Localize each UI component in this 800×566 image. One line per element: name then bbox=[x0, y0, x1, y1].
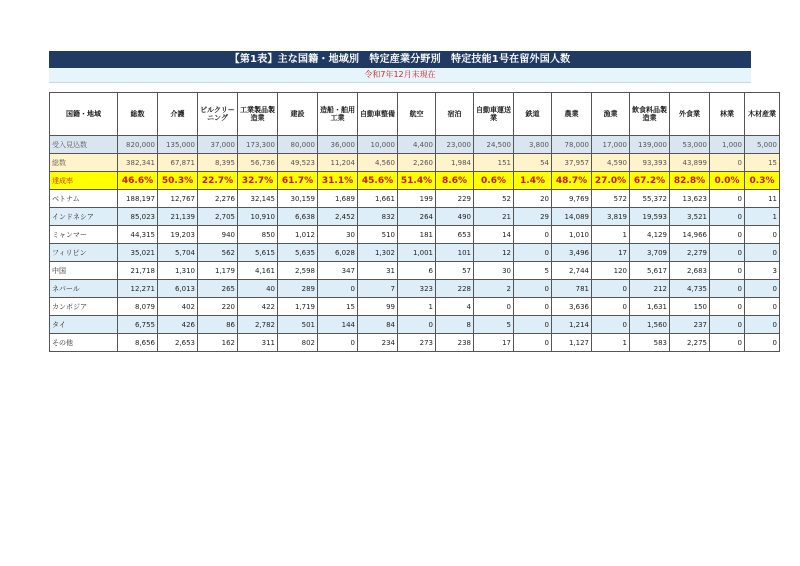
table-cell: 832 bbox=[358, 208, 398, 226]
table-cell: 23,000 bbox=[436, 136, 474, 154]
table-cell: 0 bbox=[710, 280, 745, 298]
table-row bbox=[50, 208, 780, 226]
table-cell: 9,769 bbox=[552, 190, 592, 208]
table-cell: 1,689 bbox=[318, 190, 358, 208]
table-cell: 55,372 bbox=[630, 190, 670, 208]
table-cell: 1,010 bbox=[552, 226, 592, 244]
table-cell: 15 bbox=[318, 298, 358, 316]
table-cell: 0 bbox=[514, 244, 552, 262]
row-label: タイ bbox=[50, 316, 118, 334]
table-cell: 0 bbox=[514, 334, 552, 352]
table-cell: 15 bbox=[745, 154, 780, 172]
table-cell: 17 bbox=[474, 334, 514, 352]
row-label: ベトナム bbox=[50, 190, 118, 208]
table-row bbox=[50, 298, 780, 316]
table-title: 【第1表】主な国籍・地域別 特定産業分野別 特定技能1号在留外国人数 bbox=[49, 51, 751, 68]
table-cell: 14 bbox=[474, 226, 514, 244]
table-cell: 56,736 bbox=[238, 154, 278, 172]
table-cell: 1,214 bbox=[552, 316, 592, 334]
table-cell: 32,145 bbox=[238, 190, 278, 208]
table-cell: 2 bbox=[474, 280, 514, 298]
table-cell: 0 bbox=[710, 316, 745, 334]
table-cell: 12,271 bbox=[118, 280, 158, 298]
table-cell: 2,705 bbox=[198, 208, 238, 226]
row-label: 中国 bbox=[50, 262, 118, 280]
table-cell: 1,631 bbox=[630, 298, 670, 316]
table-cell: 3,636 bbox=[552, 298, 592, 316]
table-cell: 3,496 bbox=[552, 244, 592, 262]
table-cell: 80,000 bbox=[278, 136, 318, 154]
table-cell: 228 bbox=[436, 280, 474, 298]
table-cell: 426 bbox=[158, 316, 198, 334]
table-cell: 0 bbox=[745, 226, 780, 244]
column-header: 造船・舶用工業 bbox=[318, 93, 358, 136]
table-cell: 0 bbox=[592, 316, 630, 334]
table-cell: 265 bbox=[198, 280, 238, 298]
table-cell: 6,755 bbox=[118, 316, 158, 334]
table-cell: 1,001 bbox=[398, 244, 436, 262]
table-cell: 52 bbox=[474, 190, 514, 208]
table-cell: 12 bbox=[474, 244, 514, 262]
table-cell: 0 bbox=[710, 298, 745, 316]
table-cell: 1,012 bbox=[278, 226, 318, 244]
table-cell: 1,661 bbox=[358, 190, 398, 208]
table-cell: 44,315 bbox=[118, 226, 158, 244]
table-cell: 199 bbox=[398, 190, 436, 208]
column-header: 農業 bbox=[552, 93, 592, 136]
column-header: 林業 bbox=[710, 93, 745, 136]
column-header: 工業製品製造業 bbox=[238, 93, 278, 136]
table-cell: 19,203 bbox=[158, 226, 198, 244]
table-cell: 21,718 bbox=[118, 262, 158, 280]
table-cell: 8,079 bbox=[118, 298, 158, 316]
table-cell: 1 bbox=[398, 298, 436, 316]
table-cell: 3,819 bbox=[592, 208, 630, 226]
table-cell: 27.0% bbox=[592, 172, 630, 190]
table-cell: 0 bbox=[710, 262, 745, 280]
table-cell: 1 bbox=[745, 208, 780, 226]
table-cell: 3,709 bbox=[630, 244, 670, 262]
table-cell: 2,279 bbox=[670, 244, 710, 262]
table-cell: 2,452 bbox=[318, 208, 358, 226]
table-cell: 5,615 bbox=[238, 244, 278, 262]
table-cell: 84 bbox=[358, 316, 398, 334]
table-cell: 0 bbox=[745, 280, 780, 298]
table-cell: 4,590 bbox=[592, 154, 630, 172]
table-cell: 220 bbox=[198, 298, 238, 316]
table-cell: 3 bbox=[745, 262, 780, 280]
table-cell: 13,623 bbox=[670, 190, 710, 208]
table-cell: 86 bbox=[198, 316, 238, 334]
table-cell: 8,656 bbox=[118, 334, 158, 352]
table-cell: 1,560 bbox=[630, 316, 670, 334]
table-cell: 30 bbox=[318, 226, 358, 244]
table-cell: 10,910 bbox=[238, 208, 278, 226]
table-cell: 229 bbox=[436, 190, 474, 208]
table-cell: 54 bbox=[514, 154, 552, 172]
column-header: 自動車運送業 bbox=[474, 93, 514, 136]
table-cell: 93,393 bbox=[630, 154, 670, 172]
table-cell: 323 bbox=[398, 280, 436, 298]
table-cell: 46.6% bbox=[118, 172, 158, 190]
table-cell: 653 bbox=[436, 226, 474, 244]
table-cell: 35,021 bbox=[118, 244, 158, 262]
table-cell: 0 bbox=[710, 154, 745, 172]
row-label: フィリピン bbox=[50, 244, 118, 262]
table-cell: 8,395 bbox=[198, 154, 238, 172]
table-cell: 6,013 bbox=[158, 280, 198, 298]
table-cell: 1,302 bbox=[358, 244, 398, 262]
table-cell: 0 bbox=[710, 208, 745, 226]
table-cell: 2,683 bbox=[670, 262, 710, 280]
table-cell: 173,300 bbox=[238, 136, 278, 154]
visa-holders-table bbox=[49, 92, 780, 352]
column-header: 総数 bbox=[118, 93, 158, 136]
table-cell: 17,000 bbox=[592, 136, 630, 154]
table-cell: 4,735 bbox=[670, 280, 710, 298]
table-row bbox=[50, 262, 780, 280]
table-cell: 162 bbox=[198, 334, 238, 352]
table-cell: 820,000 bbox=[118, 136, 158, 154]
table-cell: 1 bbox=[592, 226, 630, 244]
table-cell: 6 bbox=[398, 262, 436, 280]
table-cell: 572 bbox=[592, 190, 630, 208]
row-label: インドネシア bbox=[50, 208, 118, 226]
table-cell: 37,000 bbox=[198, 136, 238, 154]
table-cell: 48.7% bbox=[552, 172, 592, 190]
table-row bbox=[50, 226, 780, 244]
table-cell: 37,957 bbox=[552, 154, 592, 172]
table-cell: 0 bbox=[514, 316, 552, 334]
row-label: カンボジア bbox=[50, 298, 118, 316]
table-cell: 31.1% bbox=[318, 172, 358, 190]
table-cell: 29 bbox=[514, 208, 552, 226]
table-cell: 188,197 bbox=[118, 190, 158, 208]
table-subtitle: 令和7年12月末現在 bbox=[49, 68, 751, 83]
table-cell: 57 bbox=[436, 262, 474, 280]
table-cell: 0 bbox=[514, 280, 552, 298]
table-cell: 0.3% bbox=[745, 172, 780, 190]
table-cell: 0 bbox=[745, 298, 780, 316]
table-cell: 583 bbox=[630, 334, 670, 352]
table-cell: 14,966 bbox=[670, 226, 710, 244]
table-cell: 67,871 bbox=[158, 154, 198, 172]
table-cell: 135,000 bbox=[158, 136, 198, 154]
table-cell: 1,127 bbox=[552, 334, 592, 352]
table-cell: 31 bbox=[358, 262, 398, 280]
table-cell: 101 bbox=[436, 244, 474, 262]
table-cell: 43,899 bbox=[670, 154, 710, 172]
row-label: 総数 bbox=[50, 154, 118, 172]
table-cell: 850 bbox=[238, 226, 278, 244]
table-cell: 311 bbox=[238, 334, 278, 352]
table-cell: 53,000 bbox=[670, 136, 710, 154]
table-cell: 0 bbox=[514, 298, 552, 316]
table-cell: 24,500 bbox=[474, 136, 514, 154]
table-cell: 21,139 bbox=[158, 208, 198, 226]
table-cell: 5,617 bbox=[630, 262, 670, 280]
table-cell: 1,719 bbox=[278, 298, 318, 316]
table-cell: 2,598 bbox=[278, 262, 318, 280]
table-row bbox=[50, 334, 780, 352]
table-cell: 10,000 bbox=[358, 136, 398, 154]
table-cell: 49,523 bbox=[278, 154, 318, 172]
table-row bbox=[50, 172, 780, 190]
column-header: 宿泊 bbox=[436, 93, 474, 136]
table-cell: 4,560 bbox=[358, 154, 398, 172]
table-cell: 1,310 bbox=[158, 262, 198, 280]
table-cell: 14,089 bbox=[552, 208, 592, 226]
table-cell: 212 bbox=[630, 280, 670, 298]
table-cell: 0 bbox=[745, 316, 780, 334]
table-cell: 6,638 bbox=[278, 208, 318, 226]
table-cell: 234 bbox=[358, 334, 398, 352]
table-cell: 0 bbox=[745, 334, 780, 352]
table-cell: 289 bbox=[278, 280, 318, 298]
table-cell: 0 bbox=[710, 334, 745, 352]
row-label: 達成率 bbox=[50, 172, 118, 190]
table-cell: 4,400 bbox=[398, 136, 436, 154]
table-cell: 144 bbox=[318, 316, 358, 334]
table-row bbox=[50, 154, 780, 172]
table-cell: 0 bbox=[592, 280, 630, 298]
table-cell: 0 bbox=[710, 190, 745, 208]
table-cell: 2,653 bbox=[158, 334, 198, 352]
table-cell: 21 bbox=[474, 208, 514, 226]
table-cell: 6,028 bbox=[318, 244, 358, 262]
table-cell: 51.4% bbox=[398, 172, 436, 190]
row-label: その他 bbox=[50, 334, 118, 352]
table-cell: 139,000 bbox=[630, 136, 670, 154]
table-cell: 78,000 bbox=[552, 136, 592, 154]
table-cell: 82.8% bbox=[670, 172, 710, 190]
table-cell: 0 bbox=[592, 298, 630, 316]
table-cell: 422 bbox=[238, 298, 278, 316]
table-cell: 2,782 bbox=[238, 316, 278, 334]
column-header: 自動車整備 bbox=[358, 93, 398, 136]
table-cell: 0 bbox=[474, 298, 514, 316]
table-cell: 120 bbox=[592, 262, 630, 280]
table-cell: 85,023 bbox=[118, 208, 158, 226]
table-cell: 0 bbox=[745, 244, 780, 262]
table-cell: 8.6% bbox=[436, 172, 474, 190]
table-cell: 0.6% bbox=[474, 172, 514, 190]
table-cell: 99 bbox=[358, 298, 398, 316]
column-header: 介護 bbox=[158, 93, 198, 136]
header-row bbox=[50, 93, 780, 136]
table-cell: 5,635 bbox=[278, 244, 318, 262]
table-cell: 8 bbox=[436, 316, 474, 334]
table-cell: 17 bbox=[592, 244, 630, 262]
table-cell: 150 bbox=[670, 298, 710, 316]
table-cell: 40 bbox=[238, 280, 278, 298]
table-cell: 11,204 bbox=[318, 154, 358, 172]
row-label: ミャンマー bbox=[50, 226, 118, 244]
table-cell: 802 bbox=[278, 334, 318, 352]
column-header: 国籍・地域 bbox=[50, 93, 118, 136]
table-cell: 2,260 bbox=[398, 154, 436, 172]
column-header: 漁業 bbox=[592, 93, 630, 136]
table-cell: 3,800 bbox=[514, 136, 552, 154]
column-header: 鉄道 bbox=[514, 93, 552, 136]
table-cell: 264 bbox=[398, 208, 436, 226]
table-cell: 45.6% bbox=[358, 172, 398, 190]
table-cell: 2,275 bbox=[670, 334, 710, 352]
table-cell: 1,000 bbox=[710, 136, 745, 154]
table-cell: 50.3% bbox=[158, 172, 198, 190]
table-cell: 382,341 bbox=[118, 154, 158, 172]
table-cell: 1 bbox=[592, 334, 630, 352]
table-cell: 61.7% bbox=[278, 172, 318, 190]
table-cell: 273 bbox=[398, 334, 436, 352]
table-cell: 781 bbox=[552, 280, 592, 298]
table-cell: 0 bbox=[514, 226, 552, 244]
column-header: 木材産業 bbox=[745, 93, 780, 136]
table-cell: 562 bbox=[198, 244, 238, 262]
table-cell: 5,704 bbox=[158, 244, 198, 262]
table-cell: 237 bbox=[670, 316, 710, 334]
column-header: 飲食料品製造業 bbox=[630, 93, 670, 136]
column-header: 外食業 bbox=[670, 93, 710, 136]
table-cell: 0 bbox=[710, 244, 745, 262]
table-cell: 4,161 bbox=[238, 262, 278, 280]
table-cell: 19,593 bbox=[630, 208, 670, 226]
table-cell: 12,767 bbox=[158, 190, 198, 208]
table-cell: 32.7% bbox=[238, 172, 278, 190]
table-cell: 4,129 bbox=[630, 226, 670, 244]
table-cell: 1,984 bbox=[436, 154, 474, 172]
table-cell: 347 bbox=[318, 262, 358, 280]
row-label: ネパール bbox=[50, 280, 118, 298]
table-cell: 67.2% bbox=[630, 172, 670, 190]
table-cell: 2,276 bbox=[198, 190, 238, 208]
table-cell: 20 bbox=[514, 190, 552, 208]
table-cell: 30 bbox=[474, 262, 514, 280]
table-row bbox=[50, 316, 780, 334]
column-header: 航空 bbox=[398, 93, 436, 136]
table-row bbox=[50, 136, 780, 154]
table-cell: 5 bbox=[514, 262, 552, 280]
table-cell: 36,000 bbox=[318, 136, 358, 154]
table-cell: 490 bbox=[436, 208, 474, 226]
table-cell: 0 bbox=[398, 316, 436, 334]
table-cell: 151 bbox=[474, 154, 514, 172]
table-cell: 5,000 bbox=[745, 136, 780, 154]
table-cell: 940 bbox=[198, 226, 238, 244]
table-row bbox=[50, 244, 780, 262]
table-cell: 0 bbox=[318, 334, 358, 352]
table-cell: 1.4% bbox=[514, 172, 552, 190]
table-row bbox=[50, 280, 780, 298]
table-cell: 181 bbox=[398, 226, 436, 244]
row-label: 受入見込数 bbox=[50, 136, 118, 154]
table-cell: 5 bbox=[474, 316, 514, 334]
table-cell: 22.7% bbox=[198, 172, 238, 190]
table-cell: 510 bbox=[358, 226, 398, 244]
column-header: ビルクリーニング bbox=[198, 93, 238, 136]
table-cell: 402 bbox=[158, 298, 198, 316]
table-cell: 2,744 bbox=[552, 262, 592, 280]
table-cell: 30,159 bbox=[278, 190, 318, 208]
table-cell: 7 bbox=[358, 280, 398, 298]
table-cell: 3,521 bbox=[670, 208, 710, 226]
table-cell: 0 bbox=[318, 280, 358, 298]
table-cell: 0 bbox=[710, 226, 745, 244]
table-cell: 4 bbox=[436, 298, 474, 316]
table-row bbox=[50, 190, 780, 208]
table-cell: 238 bbox=[436, 334, 474, 352]
table-cell: 0.0% bbox=[710, 172, 745, 190]
table-cell: 501 bbox=[278, 316, 318, 334]
column-header: 建設 bbox=[278, 93, 318, 136]
table-cell: 1,179 bbox=[198, 262, 238, 280]
table-cell: 11 bbox=[745, 190, 780, 208]
